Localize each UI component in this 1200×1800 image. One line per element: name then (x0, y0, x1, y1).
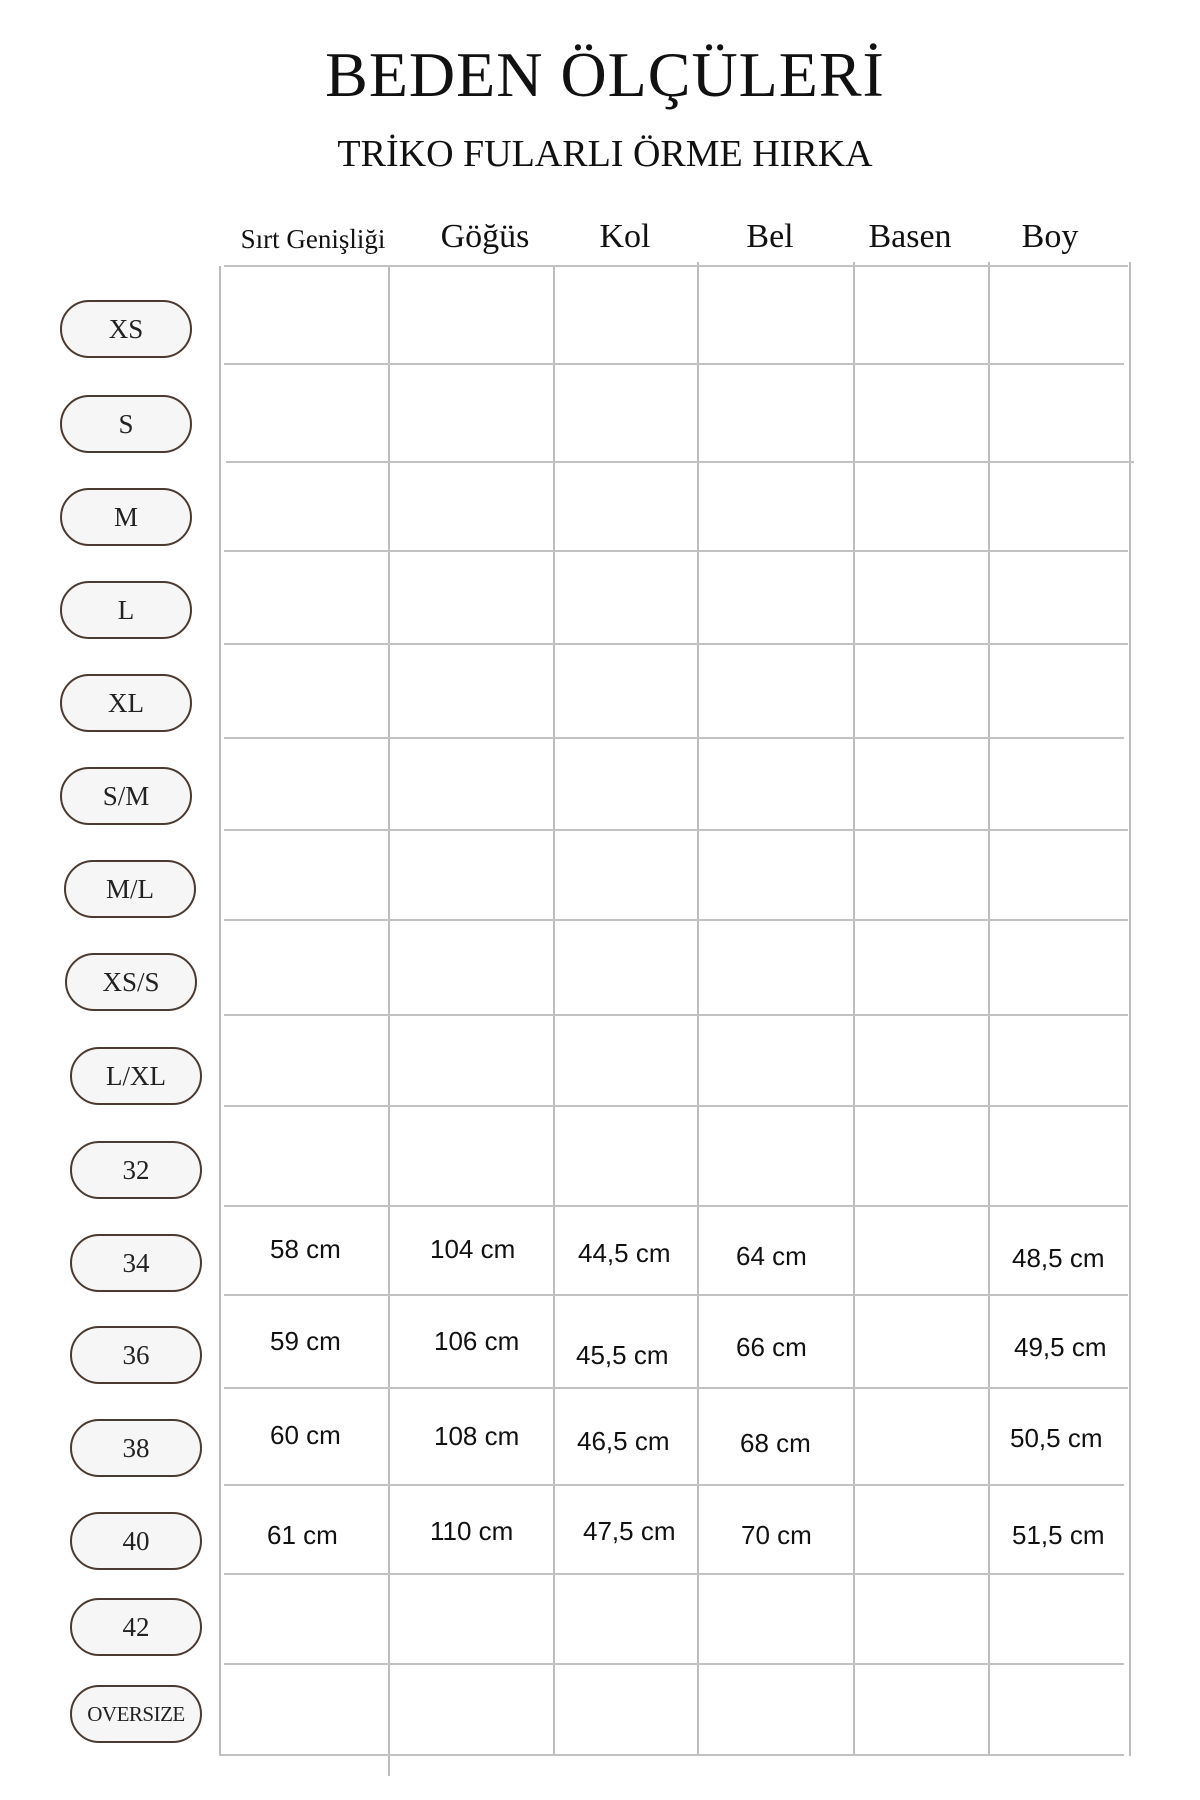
grid-line (219, 266, 221, 1756)
grid-line (388, 266, 390, 1776)
table-cell: 108 cm (434, 1421, 520, 1451)
product-subtitle: TRİKO FULARLI ÖRME HIRKA (337, 133, 873, 175)
grid-line (988, 262, 990, 1756)
grid-line (697, 262, 699, 1756)
size-label-m: M (60, 488, 192, 546)
column-header-sirt-genisligi: Sırt Genişliği (240, 224, 386, 254)
grid-line (224, 363, 1124, 365)
size-label-l-xl: L/XL (70, 1047, 202, 1105)
size-label-m-l: M/L (64, 860, 196, 918)
size-label-40: 40 (70, 1512, 202, 1570)
table-cell: 50,5 cm (1010, 1423, 1103, 1453)
size-label-oversize: OVERSIZE (70, 1685, 202, 1743)
grid-line (224, 829, 1128, 831)
page-title: BEDEN ÖLÇÜLERİ (325, 39, 885, 110)
table-cell: 45,5 cm (576, 1340, 669, 1370)
table-cell: 70 cm (741, 1520, 812, 1550)
table-cell: 46,5 cm (577, 1426, 670, 1456)
grid-line (553, 266, 555, 1756)
size-label-42: 42 (70, 1598, 202, 1656)
table-cell: 110 cm (430, 1516, 514, 1546)
table-cell: 47,5 cm (583, 1516, 676, 1546)
grid-line (224, 737, 1124, 739)
column-header-bel: Bel (746, 218, 794, 255)
grid-line (853, 262, 855, 1756)
table-cell: 106 cm (434, 1326, 520, 1356)
grid-line (224, 1484, 1124, 1486)
column-header-basen: Basen (868, 218, 952, 255)
table-cell: 60 cm (270, 1420, 341, 1450)
size-label-s: S (60, 395, 192, 453)
column-header-boy: Boy (1021, 218, 1079, 255)
grid-line (226, 461, 1134, 463)
size-label-34: 34 (70, 1234, 202, 1292)
grid-line (224, 919, 1128, 921)
grid-line (1129, 262, 1131, 1756)
size-label-s-m: S/M (60, 767, 192, 825)
table-cell: 48,5 cm (1012, 1243, 1105, 1273)
grid-line (224, 1663, 1124, 1665)
table-cell: 68 cm (740, 1428, 811, 1458)
grid-line (224, 1105, 1128, 1107)
grid-line (224, 1294, 1128, 1296)
size-label-38: 38 (70, 1419, 202, 1477)
size-label-xs-s: XS/S (65, 953, 197, 1011)
size-label-xs: XS (60, 300, 192, 358)
grid-line (224, 643, 1128, 645)
table-cell: 58 cm (270, 1234, 341, 1264)
size-label-36: 36 (70, 1326, 202, 1384)
grid-line (219, 1754, 1124, 1756)
table-cell: 104 cm (430, 1234, 516, 1264)
grid-line (224, 1387, 1128, 1389)
table-cell: 64 cm (736, 1241, 807, 1271)
table-cell: 59 cm (270, 1326, 341, 1356)
grid-line (224, 550, 1128, 552)
table-cell: 49,5 cm (1014, 1332, 1107, 1362)
table-cell: 61 cm (267, 1520, 338, 1550)
grid-line (224, 1205, 1128, 1207)
size-label-l: L (60, 581, 192, 639)
grid-line (224, 265, 1128, 267)
table-cell: 66 cm (736, 1332, 807, 1362)
table-cell: 44,5 cm (578, 1238, 671, 1268)
grid-line (224, 1014, 1128, 1016)
column-header-gogus: Göğüs (440, 218, 530, 255)
table-cell: 51,5 cm (1012, 1520, 1105, 1550)
column-header-kol: Kol (599, 218, 651, 255)
size-label-32: 32 (70, 1141, 202, 1199)
size-label-xl: XL (60, 674, 192, 732)
grid-line (224, 1573, 1124, 1575)
